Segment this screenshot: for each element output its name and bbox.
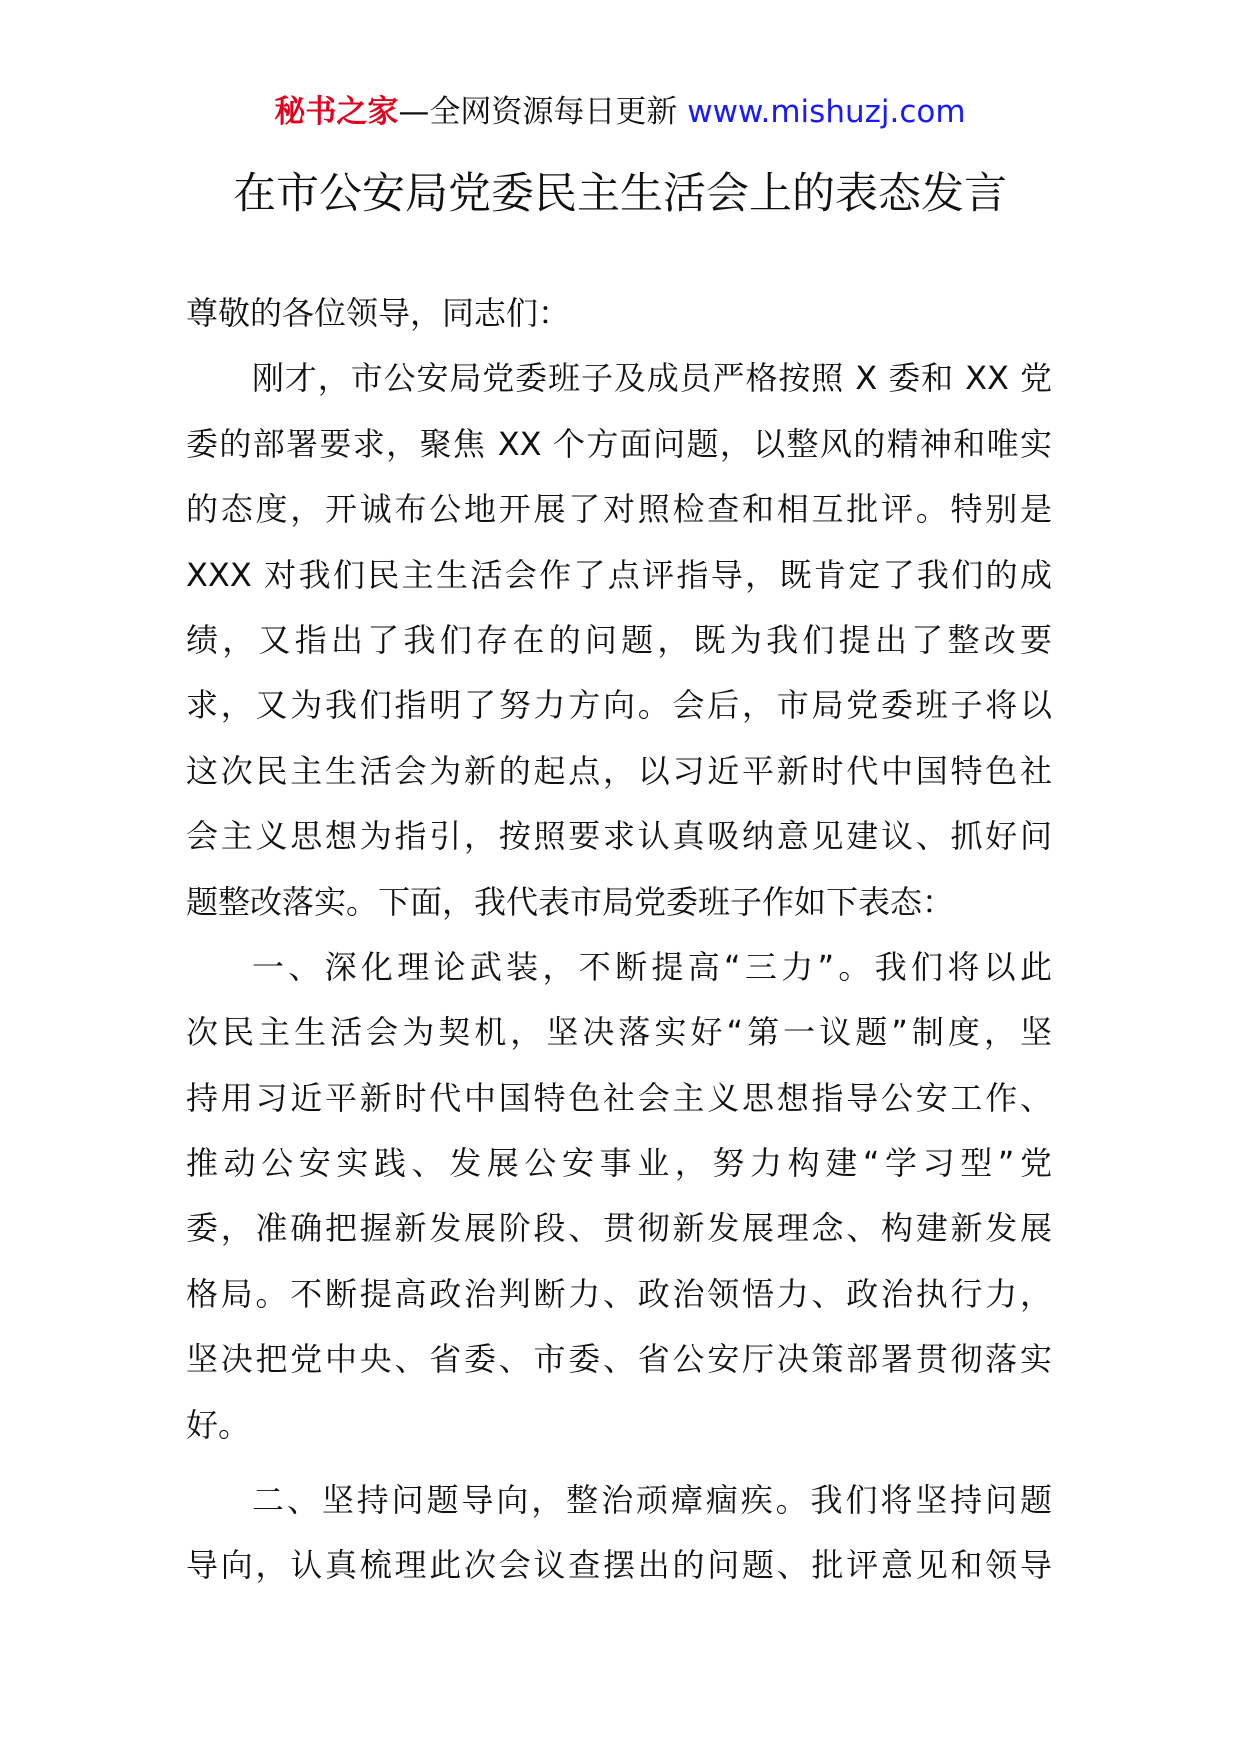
- paragraph-line: 次民主生活会为契机，坚决落实好“第一议题”制度，坚: [186, 1013, 1052, 1052]
- section-one-heading-line: 一、深化理论武装，不断提高“三力”。我们将以此: [252, 947, 1052, 986]
- document-title: 在市公安局党委民主生活会上的表态发言: [233, 169, 1007, 219]
- paragraph-line: 刚才，市公安局党委班子及成员严格按照 X 委和 XX 党: [252, 359, 1052, 398]
- paragraph-line: 坚决把党中央、省委、市委、省公安厅决策部署贯彻落实: [186, 1340, 1052, 1379]
- site-banner: [0, 92, 1240, 132]
- site-url-link[interactable]: www.mishuzj.com: [687, 94, 966, 130]
- banner-tagline: —全网资源每日更新: [398, 94, 678, 130]
- paragraph-line: 绩，又指出了我们存在的问题，既为我们提出了整改要: [186, 620, 1052, 659]
- document-body: [186, 293, 1052, 1611]
- brand-name: 秘书之家: [274, 94, 399, 130]
- paragraph-line: 题整改落实。下面，我代表市局党委班子作如下表态：: [186, 882, 955, 921]
- paragraph-line: 导向，认真梳理此次会议查摆出的问题、批评意见和领导: [186, 1546, 1052, 1585]
- paragraph-line: 委的部署要求，聚焦 XX 个方面问题，以整风的精神和唯实: [186, 424, 1052, 463]
- paragraph-line: 会主义思想为指引，按照要求认真吸纳意见建议、抓好问: [186, 817, 1052, 856]
- paragraph-line: 委，准确把握新发展阶段、贯彻新发展理念、构建新发展: [186, 1209, 1052, 1248]
- paragraph-line: XXX 对我们民主生活会作了点评指导，既肯定了我们的成: [186, 555, 1052, 594]
- paragraph-line: 的态度，开诚布公地开展了对照检查和相互批评。特别是: [186, 490, 1052, 529]
- salutation-line: 尊敬的各位领导，同志们：: [186, 294, 571, 332]
- section-two-heading-line: 二、坚持问题导向，整治顽瘴痼疾。我们将坚持问题: [252, 1481, 1052, 1520]
- paragraph-line: 求，又为我们指明了努力方向。会后，市局党委班子将以: [186, 686, 1052, 725]
- paragraph-line: 持用习近平新时代中国特色社会主义思想指导公安工作、: [186, 1078, 1052, 1117]
- paragraph-line: 格局。不断提高政治判断力、政治领悟力、政治执行力，: [186, 1274, 1052, 1313]
- paragraph-line: 推动公安实践、发展公安事业，努力构建“学习型”党: [186, 1144, 1052, 1183]
- paragraph-line: 这次民主生活会为新的起点，以习近平新时代中国特色社: [186, 751, 1052, 790]
- paragraph-line: 好。: [186, 1405, 251, 1444]
